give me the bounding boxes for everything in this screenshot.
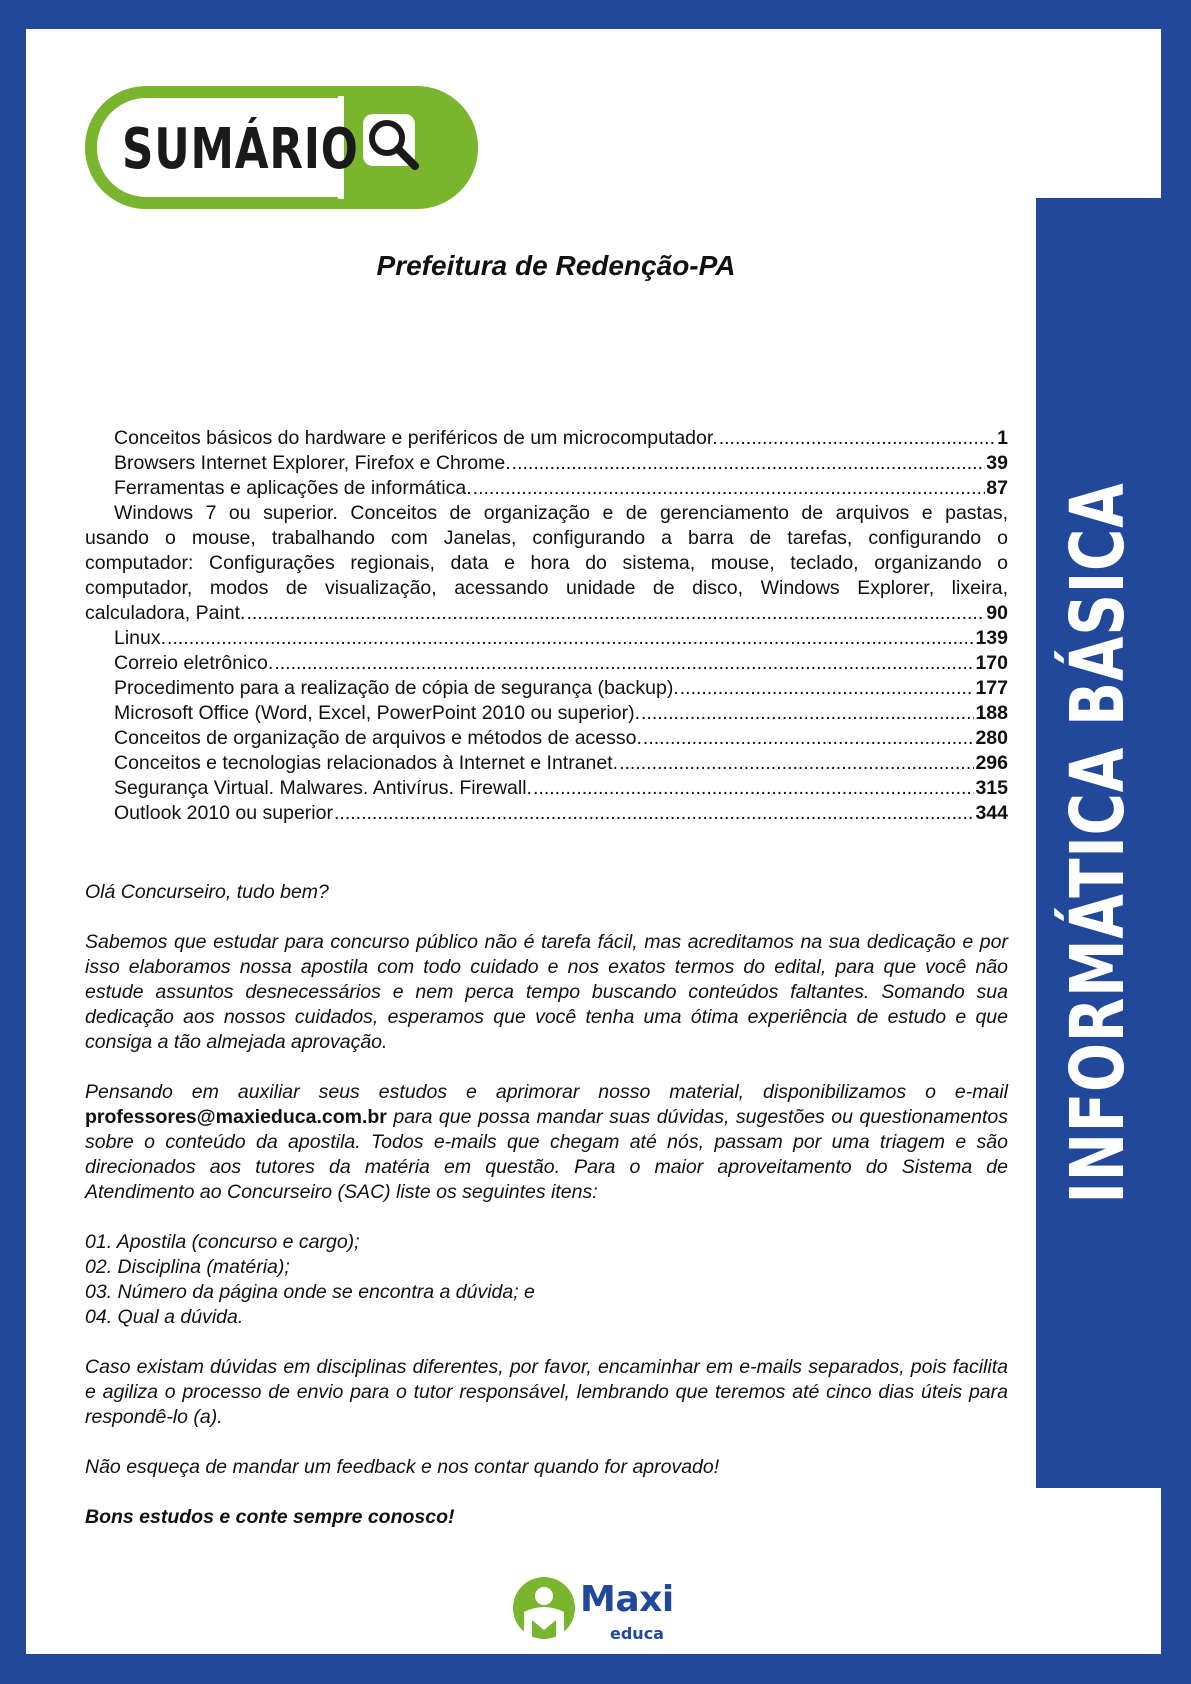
paragraph-separate-emails: Caso existam dúvidas em disciplinas diferentes, por favor, encaminhar em e-mails separados, pois facilita e agiliza o processo de envio para o tutor responsável, lembrando que teremos até cinco dias úteis para respondê-lo (a). (85, 1356, 1008, 1428)
logo-subtitle: educa (610, 1624, 664, 1643)
side-label (1055, 381, 1141, 1306)
toc-entry-page: 170 (975, 652, 1008, 674)
toc-entry-page: 315 (975, 777, 1008, 799)
toc-entry (85, 801, 1008, 826)
toc-leader (619, 751, 974, 776)
toc-entry-title: Segurança Virtual. Malwares. Antivírus. Firewall. (114, 777, 532, 799)
greeting: Olá Concurseiro, tudo bem? (85, 881, 329, 903)
toc-entry-page: 344 (975, 802, 1008, 824)
toc-leader (274, 651, 974, 676)
toc-entry (85, 701, 1008, 726)
toc-entry (85, 726, 1008, 751)
toc-entry-title: Linux. (114, 627, 167, 649)
toc-entry (85, 651, 1008, 676)
toc-entry-page: 177 (975, 677, 1008, 699)
toc-entry-title: Conceitos e tecnologias relacionados à Internet e Intranet. (114, 752, 619, 774)
toc-leader (641, 701, 974, 726)
toc-leader (334, 801, 974, 826)
toc-entry (85, 426, 1008, 451)
toc-leader (643, 726, 975, 751)
toc-entry-long (85, 501, 1008, 601)
toc-entry-title: Conceitos básicos do hardware e periféricos de um microcomputador. (114, 427, 718, 449)
toc-entry-page: 188 (975, 702, 1008, 724)
welcome-message (85, 880, 1008, 1555)
toc-entry (85, 676, 1008, 701)
toc-entry-page: 296 (975, 752, 1008, 774)
paragraph-feedback: Não esqueça de mandar um feedback e nos contar quando for aprovado! (85, 1456, 720, 1478)
toc-leader (533, 776, 974, 801)
logo-name: Maxi (580, 1579, 674, 1620)
toc-long-line: Windows 7 ou superior. Conceitos de organização e de gerenciamento de arquivos e pastas, (114, 502, 1008, 524)
sumario-label (122, 117, 425, 182)
toc-leader (473, 476, 986, 501)
toc-entry (85, 626, 1008, 651)
contact-email-link[interactable]: professores@maxieduca.com.br (85, 1106, 387, 1128)
toc-entry-title: Ferramentas e aplicações de informática. (114, 477, 472, 499)
paragraph-intro: Sabemos que estudar para concurso público não é tarefa fácil, mas acreditamos na sua dedicação e por isso elaboramos nossa apostila com todo cuidado e nos exatos termos do edital, para que você não estude assuntos desnecessários e nem perca tempo buscando conteúdos faltantes. Somando sua dedicação aos nossos cuidados, esperamos que você tenha uma ótima experiência de estudo e que consiga a tão almejada aprovação. (85, 931, 1008, 1053)
paragraph-contact (85, 1080, 1008, 1205)
sumario-label-text: SUMÁRIO (122, 117, 359, 182)
table-of-contents (85, 426, 1008, 826)
checklist-item: 04. Qual a dúvida. (85, 1306, 244, 1328)
closing-line-wrap (85, 1505, 1008, 1530)
toc-leader (246, 601, 985, 626)
toc-entry (85, 601, 1008, 626)
toc-entry-page: 139 (975, 627, 1008, 649)
toc-leader (167, 626, 974, 651)
toc-entry-title: Outlook 2010 ou superior (114, 802, 333, 824)
toc-entry (85, 451, 1008, 476)
toc-entry-page: 1 (997, 427, 1008, 449)
side-label-text: INFORMÁTICA BÁSICA (1055, 482, 1141, 1204)
toc-entry-page: 87 (986, 477, 1008, 499)
toc-entry-title: Correio eletrônico. (114, 652, 274, 674)
checklist-item: 03. Número da página onde se encontra a dúvida; e (85, 1281, 535, 1303)
paragraph-contact-before: Pensando em auxiliar seus estudos e aprimorar nosso material, disponibilizamos o e-mail (85, 1081, 1008, 1103)
checklist (85, 1230, 1008, 1330)
page-title: Prefeitura de Redenção-PA (376, 250, 736, 281)
toc-entry (85, 776, 1008, 801)
toc-entry-page: 280 (975, 727, 1008, 749)
toc-entry-title: calculadora, Paint. (85, 602, 246, 624)
maxi-person-icon (512, 1576, 576, 1644)
toc-long-line: computador, modos de visualização, acessando unidade de disco, Windows Explorer, lixeira, (85, 577, 1008, 599)
toc-entry-title: Procedimento para a realização de cópia de segurança (backup). (114, 677, 679, 699)
checklist-item: 01. Apostila (concurso e cargo); (85, 1231, 360, 1253)
toc-entry-title: Conceitos de organização de arquivos e métodos de acesso. (114, 727, 642, 749)
closing-line: Bons estudos e conte sempre conosco! (85, 1506, 455, 1528)
toc-entry-page: 39 (986, 452, 1008, 474)
checklist-item: 02. Disciplina (matéria); (85, 1256, 290, 1278)
toc-entry-title: Browsers Internet Explorer, Firefox e Chrome. (114, 452, 511, 474)
toc-entry (85, 751, 1008, 776)
paragraph-contact-after: para que possa mandar suas dúvidas, sugestões ou questionamentos sobre o conteúdo da apostila. Todos e-mails que chegam até nós, passam por uma triagem e são direcionados aos tutores da matéria em questão. Para o maior aproveitamento do Sistema de Atendimento ao Concurseiro (SAC) liste os seguintes itens: (85, 1106, 1008, 1203)
toc-leader (680, 676, 975, 701)
toc-leader (719, 426, 996, 451)
toc-long-line: usando o mouse, trabalhando com Janelas, configurando a barra de tarefas, configurando o (85, 527, 1008, 549)
toc-entry (85, 476, 1008, 501)
toc-entry-title: Microsoft Office (Word, Excel, PowerPoint 2010 ou superior). (114, 702, 640, 724)
toc-long-line: computador: Configurações regionais, data e hora do sistema, mouse, teclado, organizando o (85, 552, 1008, 574)
toc-entry-page: 90 (986, 602, 1008, 624)
toc-leader (512, 451, 986, 476)
